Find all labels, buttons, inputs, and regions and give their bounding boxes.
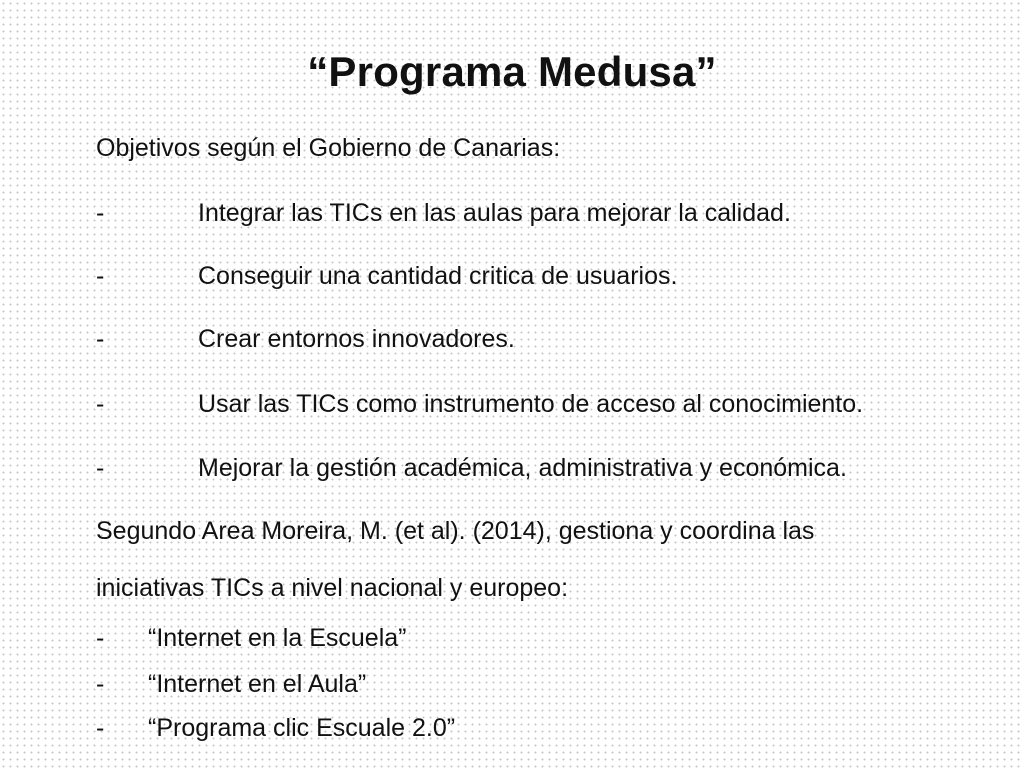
objective-bullet: - — [96, 390, 105, 418]
objective-text: Mejorar la gestión académica, administrativa y económica. — [198, 454, 847, 482]
initiatives-paragraph-line2: iniciativas TICs a nivel nacional y europeo: — [96, 574, 569, 602]
objective-text: Usar las TICs como instrumento de acceso al conocimiento. — [198, 390, 864, 418]
objective-text: Integrar las TICs en las aulas para mejorar la calidad. — [198, 199, 791, 227]
initiative-bullet: - — [96, 624, 105, 652]
objective-bullet: - — [96, 262, 105, 290]
initiative-text: “Internet en la Escuela” — [148, 624, 407, 652]
initiative-text: “Programa clic Escuale 2.0” — [148, 714, 456, 742]
objective-bullet: - — [96, 454, 105, 482]
slide-title: “Programa Medusa” — [307, 48, 717, 95]
initiative-bullet: - — [96, 670, 105, 698]
objective-text: Crear entornos innovadores. — [198, 325, 515, 353]
objective-bullet: - — [96, 325, 105, 353]
initiative-bullet: - — [96, 714, 105, 742]
objective-bullet: - — [96, 199, 105, 227]
objective-text: Conseguir una cantidad critica de usuarios. — [198, 262, 678, 290]
initiative-text: “Internet en el Aula” — [148, 670, 367, 698]
initiatives-paragraph-line1: Segundo Area Moreira, M. (et al). (2014), gestiona y coordina las — [96, 517, 815, 545]
objectives-heading: Objetivos según el Gobierno de Canarias: — [96, 134, 561, 162]
